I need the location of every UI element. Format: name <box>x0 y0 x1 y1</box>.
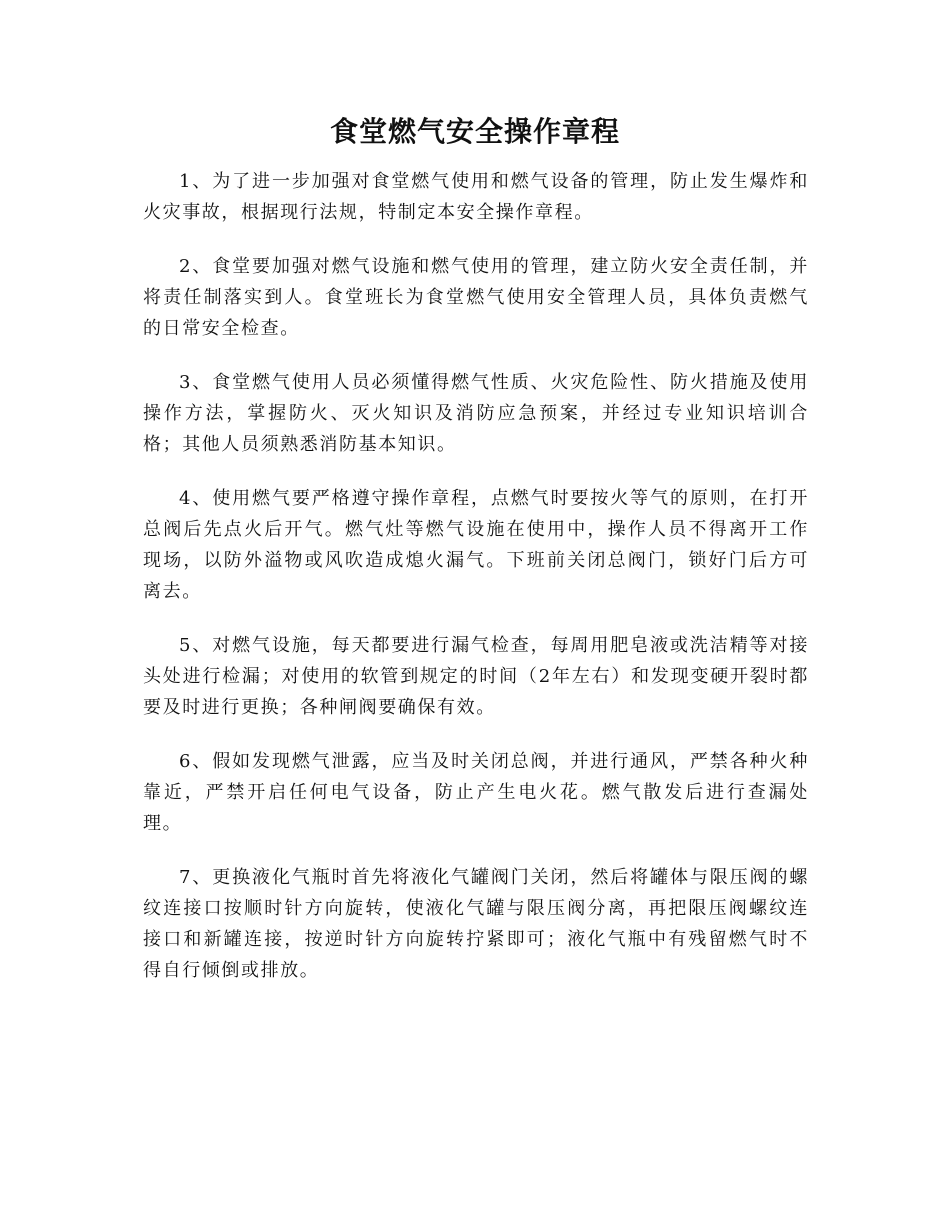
paragraph-3: 3、食堂燃气使用人员必须懂得燃气性质、火灾危险性、防火措施及使用操作方法，掌握防火、灭火知识及消防应急预案，并经过专业知识培训合格；其他人员须熟悉消防基本知识。 <box>143 372 809 455</box>
paragraph-2: 2、食堂要加强对燃气设施和燃气使用的管理，建立防火安全责任制，并将责任制落实到人。食堂班长为食堂燃气使用安全管理人员，具体负责燃气的日常安全检查。 <box>143 256 809 339</box>
paragraph-7: 7、更换液化气瓶时首先将液化气罐阀门关闭，然后将罐体与限压阀的螺纹连接口按顺时针方向旋转，使液化气罐与限压阀分离，再把限压阀螺纹连接口和新罐连接，按逆时针方向旋转拧紧即可；液化气瓶中有残留燃气时不得自行倾倒或排放。 <box>143 867 809 981</box>
document-body <box>143 166 809 1009</box>
paragraph-5: 5、对燃气设施，每天都要进行漏气检查，每周用肥皂液或洗洁精等对接头处进行检漏；对使用的软管到规定的时间（2年左右）和发现变硬开裂时都要及时进行更换；各种闸阀要确保有效。 <box>143 635 809 718</box>
paragraph-1: 1、为了进一步加强对食堂燃气使用和燃气设备的管理，防止发生爆炸和火灾事故，根据现行法规，特制定本安全操作章程。 <box>143 171 809 223</box>
paragraph-4: 4、使用燃气要严格遵守操作章程，点燃气时要按火等气的原则，在打开总阀后先点火后开气。燃气灶等燃气设施在使用中，操作人员不得离开工作现场，以防外溢物或风吹造成熄火漏气。下班前关闭总阀门，锁好门后方可离去。 <box>143 488 809 602</box>
paragraph-6: 6、假如发现燃气泄露，应当及时关闭总阀，并进行通风，严禁各种火种靠近，严禁开启任何电气设备，防止产生电火花。燃气散发后进行查漏处理。 <box>143 751 809 834</box>
document-title: 食堂燃气安全操作章程 <box>329 115 620 148</box>
